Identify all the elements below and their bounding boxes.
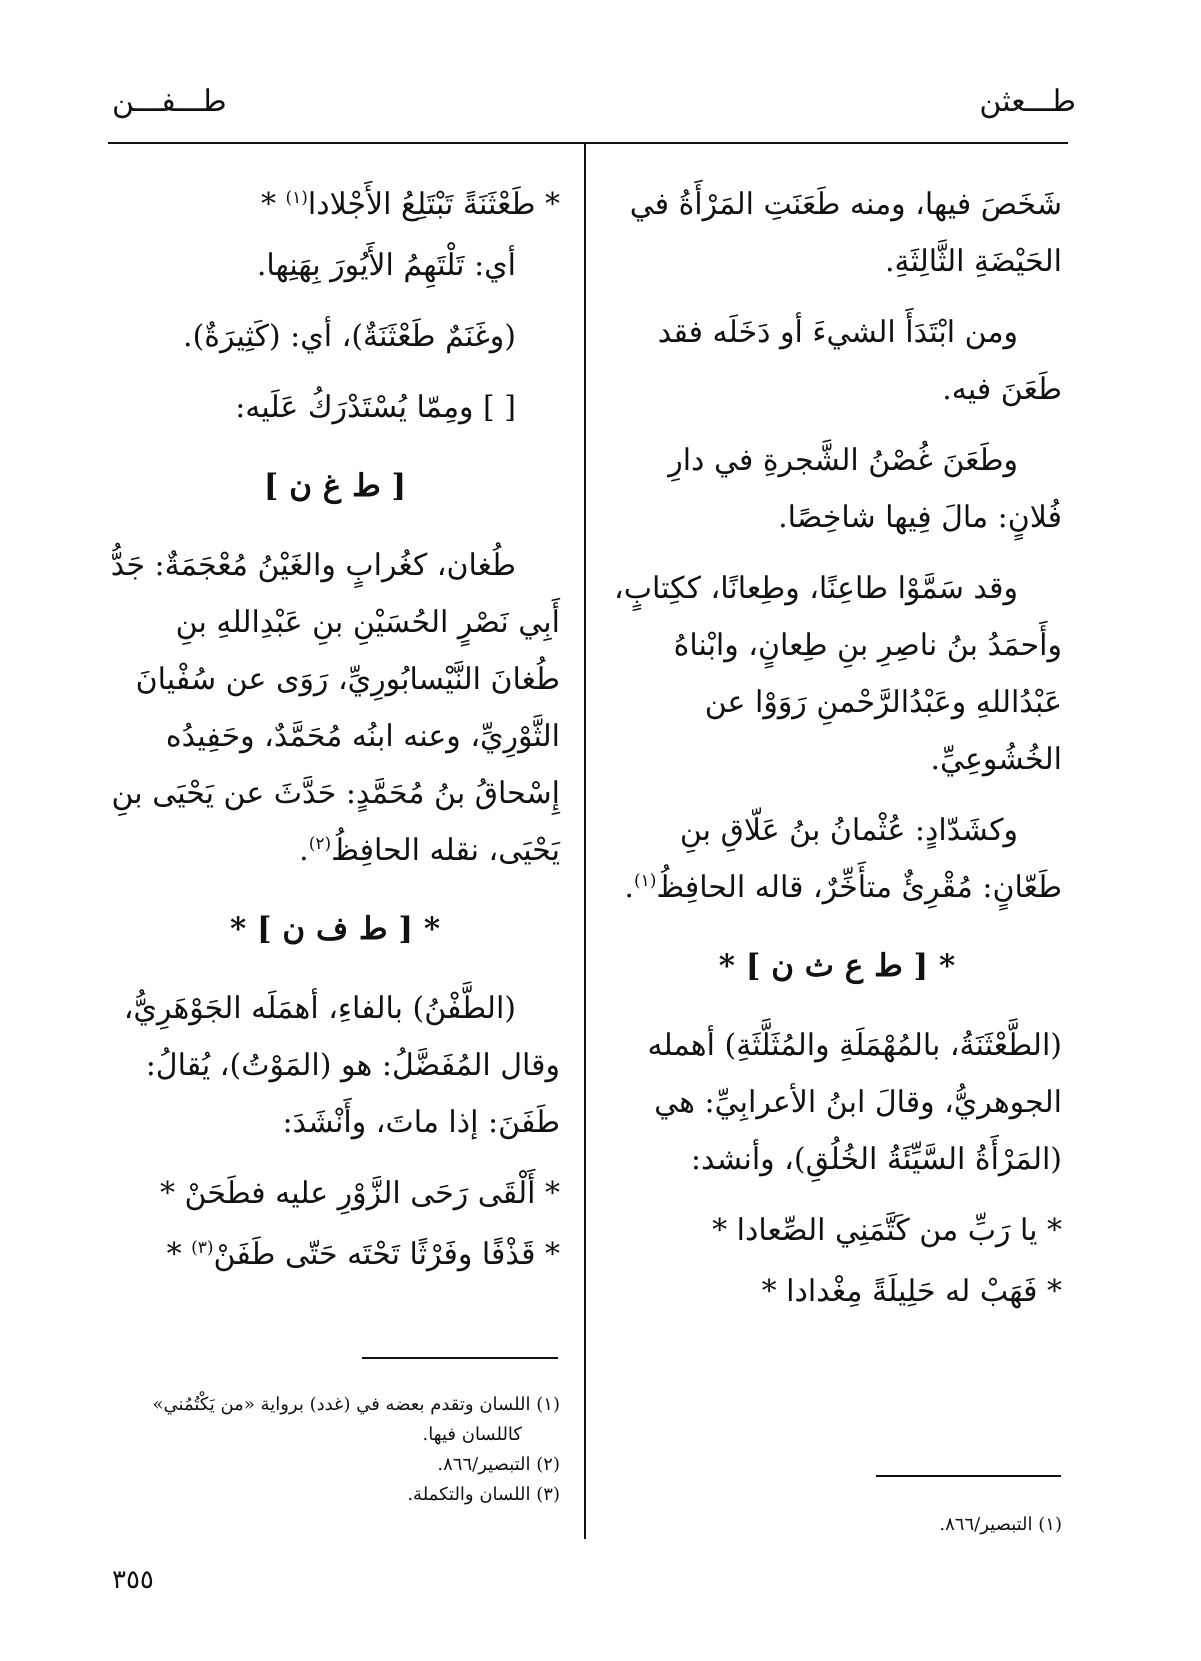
footnote: (١) اللسان وتقدم بعضه في (غدد) برواية «من يَكْتُمُني»	[152, 1394, 560, 1415]
footnote-rule	[362, 1357, 558, 1359]
footnotes-left	[110, 1390, 560, 1510]
paragraph-text: وكشَدّادٍ: عُثْمانُ بنُ عَلّاقِ بنِ طَعّانٍ: مُقْرِئٌ متأَخِّرٌ، قاله الحافِظُ	[656, 813, 1062, 905]
header-rule	[108, 142, 1068, 144]
verse-end: *	[260, 187, 286, 222]
verse-line: * يا رَبِّ من كَتَّمَنِي الصِّعادا *	[712, 1213, 1062, 1248]
footnotes-right	[612, 1510, 1062, 1540]
paragraph: ومن ابْتَدَأَ الشيءَ أو دَخَلَه فقد طَعَنَ فيه.	[657, 315, 1062, 407]
running-head-left: طـــفـــن	[112, 84, 227, 119]
paragraph: (الطَّفْنُ) بالفاءِ، أهمَلَه الجَوْهَرِيُّ، وقال المُفَضَّلُ: هو (المَوْتُ)، يُقالُ: طَفَنَ: إذا ماتَ، وأَنْشَدَ:	[123, 991, 560, 1140]
footnote-ref: (١)	[633, 871, 657, 891]
verse-end: *	[166, 1237, 192, 1272]
footnote-ref: (٣)	[191, 1238, 214, 1258]
footnote: (٣) اللسان والتكملة.	[407, 1484, 560, 1505]
footnote: (١) التبصير/٨٦٦.	[939, 1514, 1062, 1535]
verse-line	[110, 1226, 560, 1283]
running-head-right: طـــعثن	[979, 84, 1076, 119]
paragraph-end: .	[624, 870, 634, 905]
verse-line	[110, 176, 560, 233]
paragraph-end: .	[299, 833, 309, 868]
paragraph-text: طُغان، كغُرابٍ والغَيْنُ مُعْجَمَةٌ: جَدُّ أَبِي نَصْرٍ الحُسَيْنِ بنِ عَبْدِاللهِ بنِ طُغانَ النَّيْسابُورِيِّ، رَوَى عن سُفْيانَ الثَّوْرِيِّ، وعنه ابنُه مُحَمَّدٌ، وحَفِيدُه إِسْحاقُ بنُ مُحَمَّدٍ: حَدَّثَ عن يَحْيَى بنِ يَحْيَى، نقله الحافِظُ	[110, 548, 560, 868]
footnote-continuation: كاللسان فيها.	[422, 1424, 522, 1445]
footnote-ref: (٢)	[308, 834, 332, 854]
verse-line: * فَهَبْ له حَلِيلَةً مِغْدادا *	[761, 1274, 1062, 1309]
column-divider	[584, 144, 586, 1539]
paragraph: (الطَّعْثَنَةُ، بالمُهْمَلَةِ والمُثَلَّثَةِ) أهمله الجوهريُّ، وقالَ ابنُ الأعرابِيِّ: هي (المَرْأَةُ السَّيِّئَةُ الخُلُقِ)، وأنشد:	[647, 1028, 1062, 1177]
verse-line: * أَلْقَى رَحَى الزَّوْرِ عليه فطَحَنْ *	[159, 1176, 560, 1211]
footnote: (٢) التبصير/٨٦٦.	[437, 1454, 560, 1475]
verse-text: * قَذْفًا وفَرْثًا تَحْتَه حَتّى طَفَنْ	[213, 1237, 560, 1272]
verse-text: * طَعْثَنَةً تَبْتَلِعُ الأَجْلادا	[307, 187, 560, 222]
paragraph: وقد سَمَّوْا طاعِنًا، وطِعانًا، ككِتابٍ، وأَحمَدُ بنُ ناصِرِ بنِ طِعانٍ، وابْناهُ عَبْدُاللهِ وعَبْدُالرَّحْمنِ رَوَوْا عن الخُشُوعِيِّ.	[614, 571, 1062, 777]
paragraph	[110, 537, 560, 879]
entry-heading: * [ ط ع ث ن ] *	[718, 948, 956, 984]
entry-heading: * [ ط ف ن ] *	[229, 911, 441, 947]
paragraph: وطَعَنَ غُصْنُ الشَّجرةِ في دارِ فُلانٍ: مالَ فِيها شاخِصًا.	[668, 443, 1062, 535]
paragraph: شَخَصَ فيها، ومنه طَعَنَتِ المَرْأَةُ في الحَيْضَةِ الثَّالِثَةِ.	[629, 187, 1062, 279]
paragraph: أي: تَلْتَهِمُ الأَيُورَ بِهَنِها.	[256, 248, 516, 283]
footnote-ref: (١)	[285, 188, 308, 208]
left-column	[110, 176, 560, 1287]
entry-heading: [ ط غ ن ]	[263, 468, 407, 504]
page-number: ٣٥٥	[112, 1565, 154, 1595]
paragraph	[612, 802, 1062, 916]
paragraph: [ ] ومِمّا يُسْتَدْرَكُ عَلَيه:	[235, 390, 516, 425]
paragraph: (وغَنَمٌ طَعْثَنَةٌ)، أي: (كَثِيرَةٌ).	[183, 319, 516, 354]
footnote-rule	[876, 1475, 1061, 1477]
right-column	[612, 176, 1062, 1324]
